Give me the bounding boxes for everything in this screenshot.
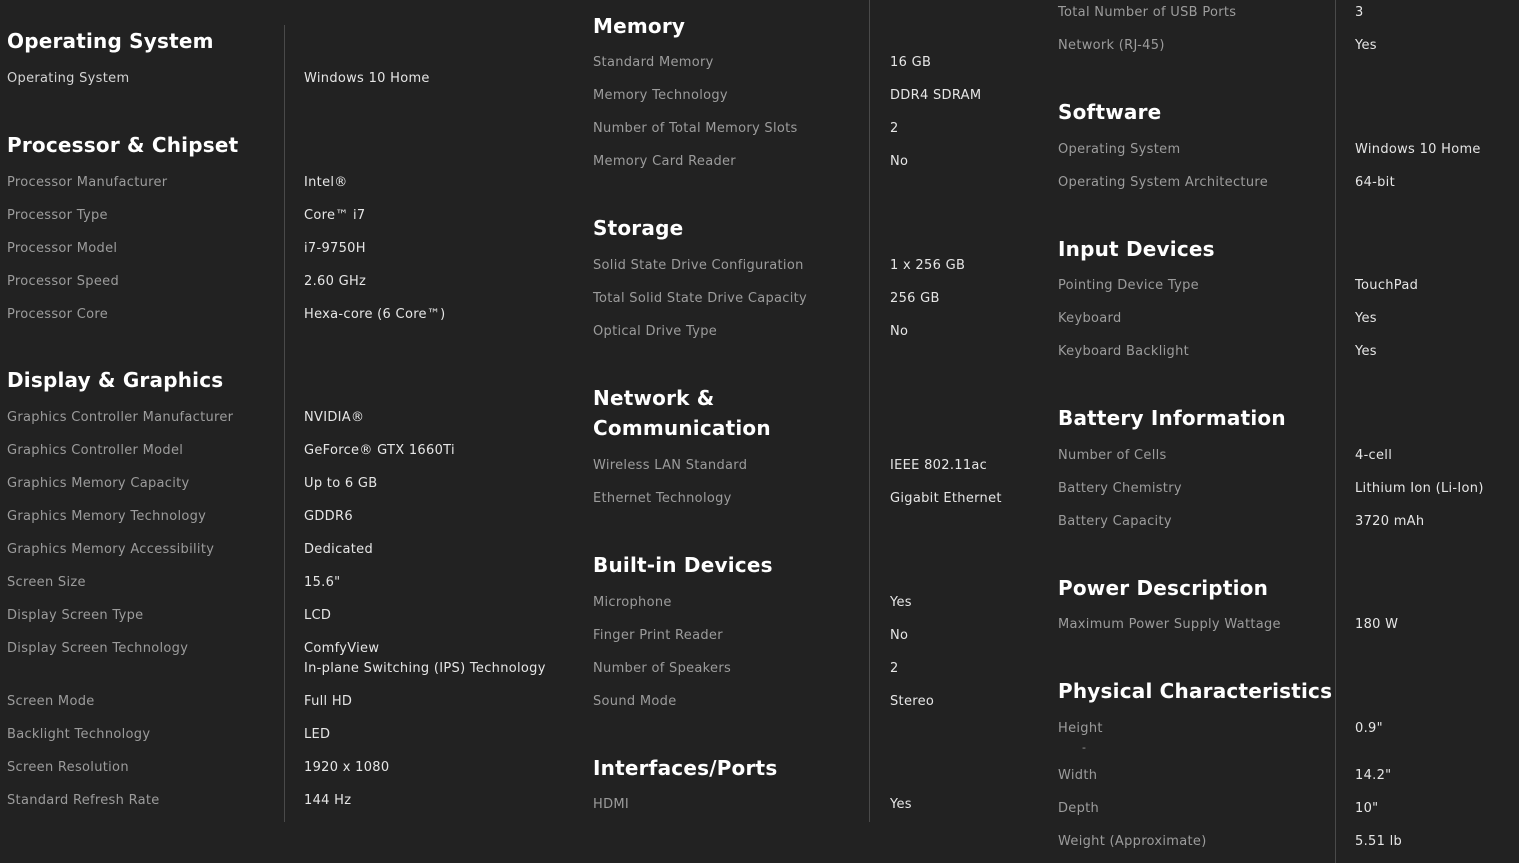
spec-label: Processor Speed xyxy=(7,274,119,289)
spec-value: 1 x 256 GB xyxy=(890,258,966,273)
spec-value: 144 Hz xyxy=(304,793,352,808)
spec-label: Operating System xyxy=(7,71,130,86)
spec-value: 1920 x 1080 xyxy=(304,760,390,775)
spec-value: TouchPad xyxy=(1355,278,1419,293)
spec-label: Keyboard Backlight xyxy=(1058,344,1190,359)
section-title: Display & Graphics xyxy=(7,368,224,392)
spec-label: Graphics Controller Model xyxy=(7,443,184,458)
spec-label: Weight (Approximate) xyxy=(1058,834,1207,849)
spec-label: Battery Chemistry xyxy=(1058,481,1182,496)
spec-label: Screen Size xyxy=(7,575,86,590)
spec-value: Full HD xyxy=(304,694,353,709)
spec-value: 3 xyxy=(1355,5,1364,20)
section-title: Battery Information xyxy=(1058,406,1286,430)
spec-value: LCD xyxy=(304,608,332,623)
spec-label: Ethernet Technology xyxy=(593,491,732,506)
spec-value: Yes xyxy=(1355,38,1377,53)
spec-label: Finger Print Reader xyxy=(593,628,723,643)
spec-value: DDR4 SDRAM xyxy=(890,88,982,103)
spec-value: Yes xyxy=(1355,311,1377,326)
spec-value: 14.2" xyxy=(1355,768,1392,783)
spec-label: Keyboard xyxy=(1058,311,1122,326)
spec-value: Windows 10 Home xyxy=(1355,142,1481,157)
divider-col2 xyxy=(869,0,870,822)
spec-label: Graphics Memory Accessibility xyxy=(7,542,215,557)
spec-label: Number of Cells xyxy=(1058,448,1167,463)
separator-dash: - xyxy=(1082,741,1086,754)
spec-label: Pointing Device Type xyxy=(1058,278,1199,293)
spec-label: Processor Core xyxy=(7,307,109,322)
spec-label: Operating System xyxy=(1058,142,1181,157)
spec-label: Number of Total Memory Slots xyxy=(593,121,798,136)
spec-value: 2 xyxy=(890,661,899,676)
spec-label: Total Solid State Drive Capacity xyxy=(593,291,808,306)
spec-label: Standard Refresh Rate xyxy=(7,793,160,808)
spec-value: No xyxy=(890,628,909,643)
spec-value: 15.6" xyxy=(304,575,341,590)
spec-value: 5.51 lb xyxy=(1355,834,1403,849)
spec-label: Backlight Technology xyxy=(7,727,151,742)
divider-col3 xyxy=(1335,0,1336,863)
spec-label: Height xyxy=(1058,721,1103,736)
spec-label: HDMI xyxy=(593,797,630,812)
section-title: Network & xyxy=(593,386,715,410)
spec-value: 10" xyxy=(1355,801,1379,816)
spec-value: ComfyView xyxy=(304,641,380,656)
spec-value: GeForce® GTX 1660Ti xyxy=(304,443,455,458)
spec-value: No xyxy=(890,324,909,339)
spec-value: Core™ i7 xyxy=(304,208,366,223)
spec-label: Battery Capacity xyxy=(1058,514,1172,529)
spec-label: Microphone xyxy=(593,595,672,610)
section-title: Storage xyxy=(593,216,684,240)
spec-value: 64-bit xyxy=(1355,175,1395,190)
section-title-line2: Communication xyxy=(593,416,771,440)
spec-label: Sound Mode xyxy=(593,694,677,709)
spec-label: Processor Model xyxy=(7,241,118,256)
spec-value: Intel® xyxy=(304,175,348,190)
spec-label: Display Screen Technology xyxy=(7,641,189,656)
spec-value: Lithium Ion (Li-Ion) xyxy=(1355,481,1484,496)
spec-value: Yes xyxy=(890,595,912,610)
spec-label: Optical Drive Type xyxy=(593,324,718,339)
section-title: Processor & Chipset xyxy=(7,133,239,157)
divider-col1 xyxy=(284,25,285,822)
spec-label: Screen Resolution xyxy=(7,760,129,775)
spec-label: Width xyxy=(1058,768,1098,783)
spec-value: Hexa-core (6 Core™) xyxy=(304,307,446,322)
section-title: Built-in Devices xyxy=(593,553,773,577)
spec-label: Memory Technology xyxy=(593,88,728,103)
spec-value: 3720 mAh xyxy=(1355,514,1425,529)
spec-value: 0.9" xyxy=(1355,721,1383,736)
spec-value: Up to 6 GB xyxy=(304,476,378,491)
spec-value: IEEE 802.11ac xyxy=(890,458,988,473)
spec-value: Gigabit Ethernet xyxy=(890,491,1002,506)
spec-value: 2 xyxy=(890,121,899,136)
section-title: Physical Characteristics xyxy=(1058,679,1333,703)
spec-value: 2.60 GHz xyxy=(304,274,367,289)
spec-value: Yes xyxy=(1355,344,1377,359)
spec-label: Graphics Controller Manufacturer xyxy=(7,410,234,425)
spec-label: Network (RJ-45) xyxy=(1058,38,1165,53)
spec-label: Graphics Memory Technology xyxy=(7,509,207,524)
spec-value-line2: In-plane Switching (IPS) Technology xyxy=(304,661,546,676)
spec-value: GDDR6 xyxy=(304,509,353,524)
spec-label: Standard Memory xyxy=(593,55,714,70)
spec-value: Dedicated xyxy=(304,542,374,557)
spec-label: Screen Mode xyxy=(7,694,95,709)
spec-value: Stereo xyxy=(890,694,935,709)
section-title: Software xyxy=(1058,100,1162,124)
spec-value: i7-9750H xyxy=(304,241,366,256)
section-title: Power Description xyxy=(1058,576,1269,600)
section-title: Interfaces/Ports xyxy=(593,756,778,780)
spec-value: 4-cell xyxy=(1355,448,1393,463)
spec-label: Operating System Architecture xyxy=(1058,175,1269,190)
section-title: Memory xyxy=(593,14,686,38)
spec-value: NVIDIA® xyxy=(304,410,365,425)
spec-label: Maximum Power Supply Wattage xyxy=(1058,617,1281,632)
section-title: Operating System xyxy=(7,29,214,53)
spec-label: Number of Speakers xyxy=(593,661,732,676)
spec-value: 256 GB xyxy=(890,291,940,306)
spec-label: Depth xyxy=(1058,801,1100,816)
spec-label: Processor Type xyxy=(7,208,108,223)
spec-label: Solid State Drive Configuration xyxy=(593,258,804,273)
spec-value: Windows 10 Home xyxy=(304,71,430,86)
section-title: Input Devices xyxy=(1058,237,1215,261)
spec-value: 180 W xyxy=(1355,617,1399,632)
spec-value: LED xyxy=(304,727,331,742)
spec-label: Total Number of USB Ports xyxy=(1058,5,1237,20)
spec-label: Memory Card Reader xyxy=(593,154,736,169)
spec-label: Wireless LAN Standard xyxy=(593,458,748,473)
spec-label: Graphics Memory Capacity xyxy=(7,476,190,491)
spec-label: Display Screen Type xyxy=(7,608,144,623)
spec-label: Processor Manufacturer xyxy=(7,175,168,190)
spec-value: 16 GB xyxy=(890,55,932,70)
spec-value: No xyxy=(890,154,909,169)
spec-value: Yes xyxy=(890,797,912,812)
